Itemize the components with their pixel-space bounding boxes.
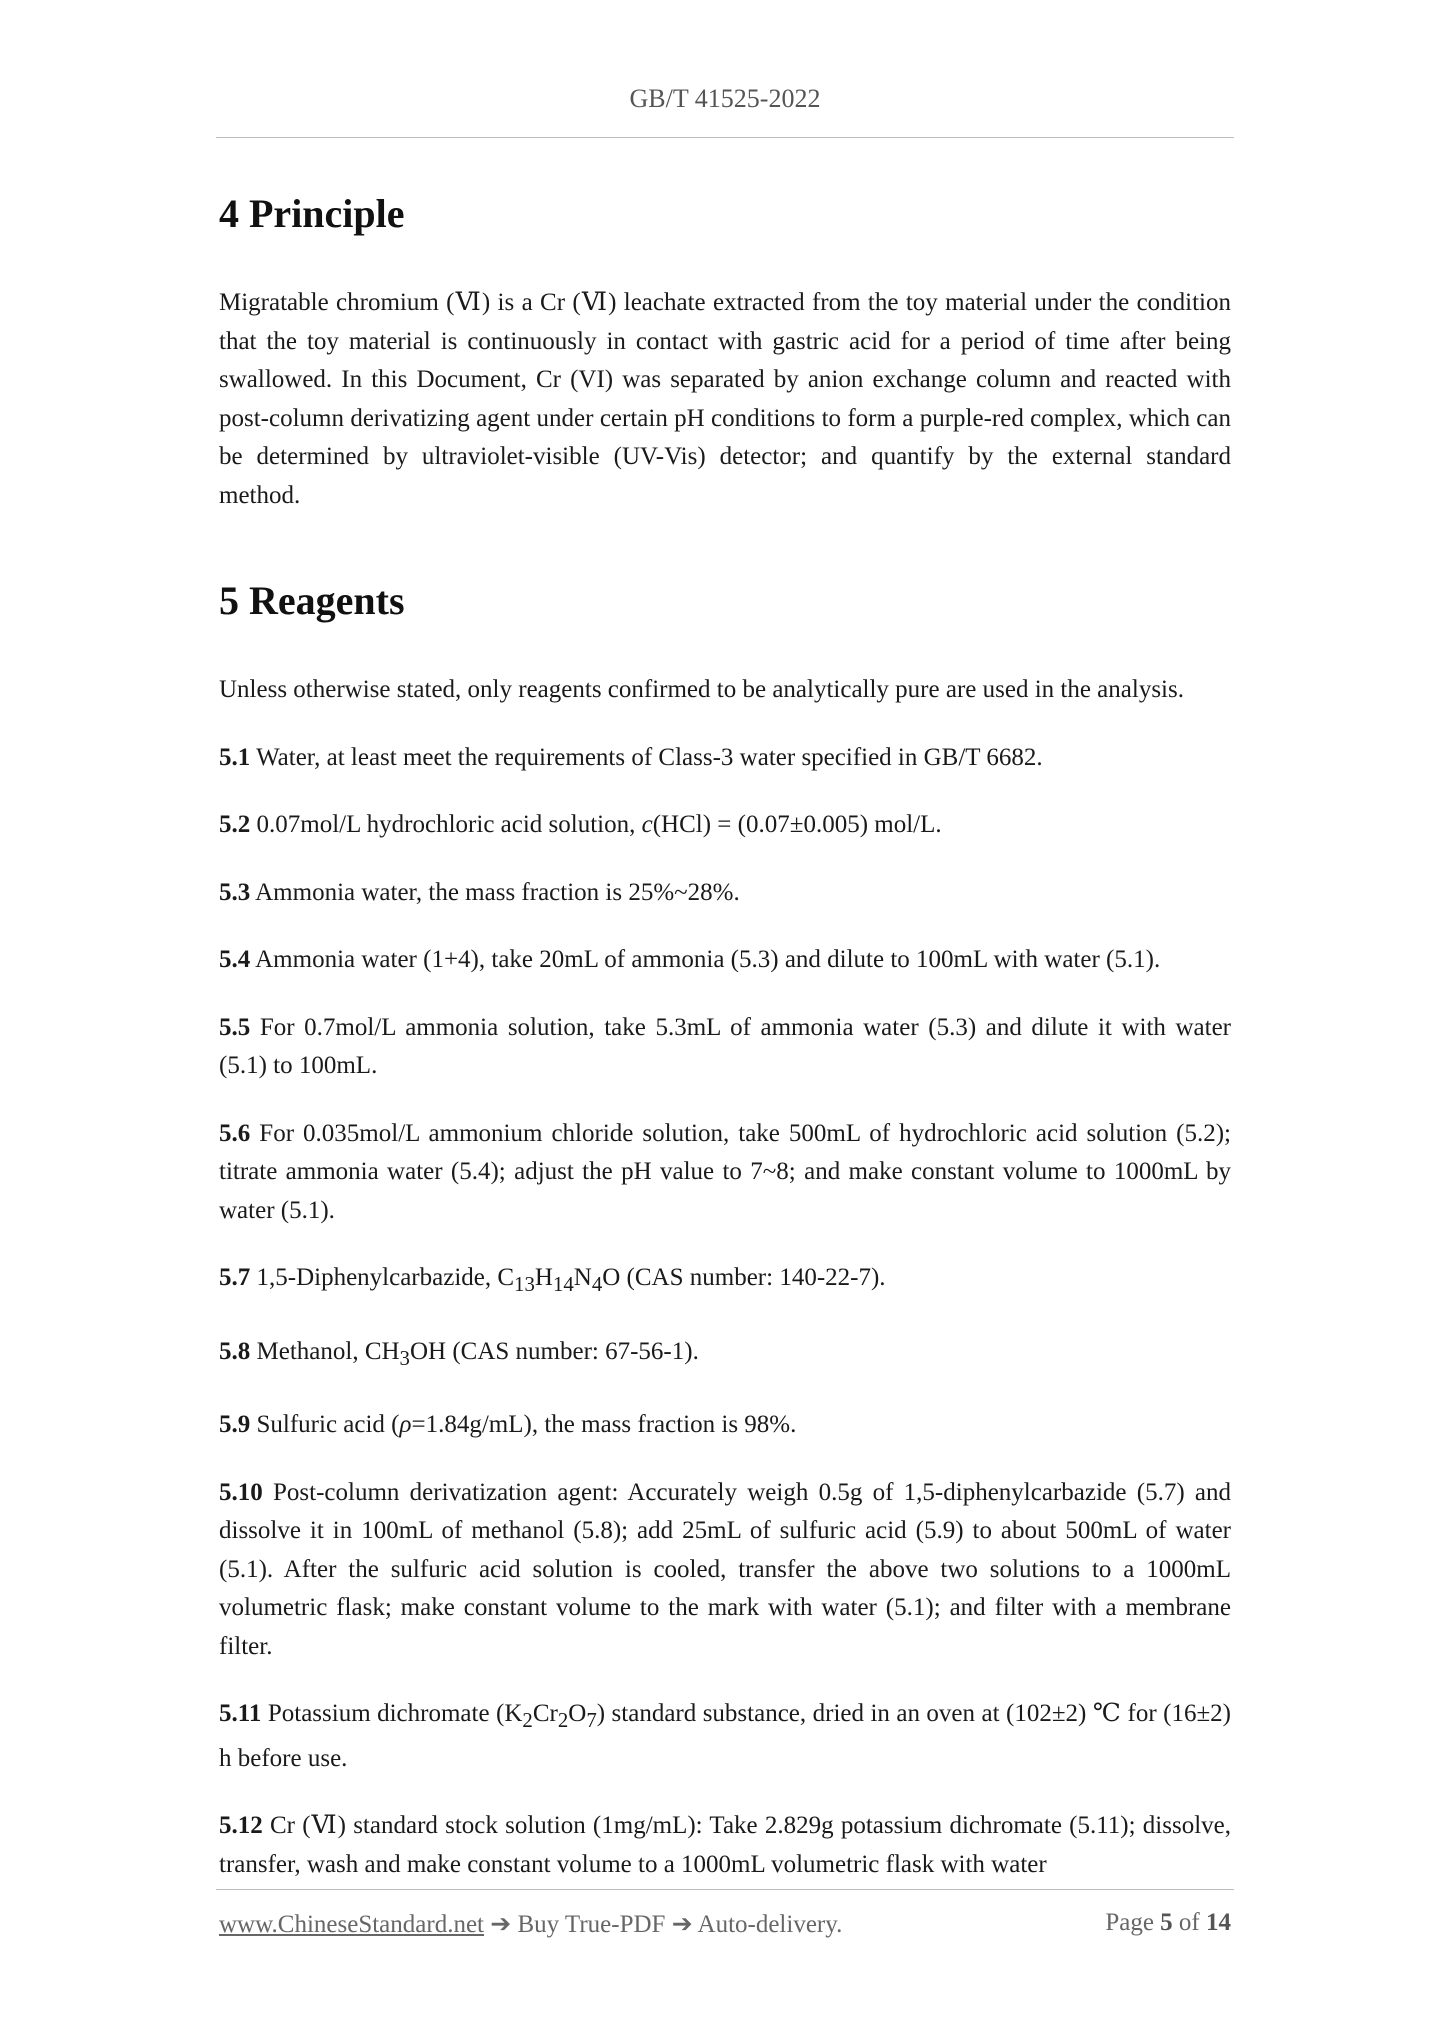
reagent-item-5-8: 5.8 Methanol, $CH_3OH$ (CAS number: 67-56-1). bbox=[219, 1337, 699, 1370]
reagent-item-5-3: 5.3 Ammonia water, the mass fraction is 25%~28%. bbox=[219, 878, 740, 906]
reagent-item-5-10: 5.10 Post-column derivatization agent: Accurately weigh 0.5g of 1,5-diphenylcarbazide (5.7) and dissolve it in 100mL of methanol (5.8); add 25mL of sulfuric acid (5.9) to about 500mL of water (5.1). After the sulfuric acid solution is cooled, transfer the above two solutions to a 1000mL volumetric flask; make constant volume to the mark with water (5.1); and filter with a membrane filter. bbox=[219, 1478, 1231, 1660]
clause-number: 5.10 bbox=[219, 1478, 263, 1506]
page-content bbox=[219, 190, 1231, 1884]
page-footer bbox=[219, 1909, 1231, 1939]
reagent-item-5-6: 5.6 For 0.035mol/L ammonium chloride solution, take 500mL of hydrochloric acid solution (5.2); titrate ammonia water (5.4); adjust the pH value to 7~8; and make constant volume to 1000mL by water (5.1). bbox=[219, 1119, 1232, 1224]
clause-number: 5.8 bbox=[219, 1337, 251, 1365]
reagent-item-5-1: 5.1 Water, at least meet the requirements of Class-3 water specified in GB/T 6682. bbox=[219, 743, 1043, 771]
section-title-reagents: 5 Reagents bbox=[219, 578, 405, 623]
page-number: Page 5 of 14 bbox=[1105, 1909, 1231, 1936]
header-divider bbox=[216, 137, 1234, 138]
reagent-item-5-4: 5.4 Ammonia water (1+4), take 20mL of ammonia (5.3) and dilute to 100mL with water (5.1). bbox=[219, 946, 1161, 973]
reagent-item-5-7: 5.7 1,5-Diphenylcarbazide, $C_{13}H_{14}N_4O$ (CAS number: 140-22-7). bbox=[219, 1264, 886, 1296]
footer-divider bbox=[216, 1889, 1234, 1890]
arrow-right-icon: ➔ bbox=[490, 1911, 512, 1938]
auto-delivery-text: Auto-delivery. bbox=[697, 1911, 843, 1938]
clause-number: 5.7 bbox=[219, 1264, 251, 1291]
current-page: 5 bbox=[1160, 1909, 1173, 1936]
buy-true-pdf-text: Buy True-PDF bbox=[517, 1911, 666, 1938]
total-pages: 14 bbox=[1206, 1909, 1231, 1936]
clause-number: 5.4 bbox=[219, 946, 251, 973]
clause-number: 5.2 bbox=[219, 811, 251, 838]
reagent-item-5-2: 5.2 0.07mol/L hydrochloric acid solution, c(HCl) = (0.07±0.005) mol/L. bbox=[219, 811, 942, 838]
site-link[interactable]: www.ChineseStandard.net bbox=[219, 1911, 484, 1938]
reagent-item-5-5: 5.5 For 0.7mol/L ammonia solution, take 5.3mL of ammonia water (5.3) and dilute it with water (5.1) to 100mL. bbox=[219, 1013, 1231, 1079]
clause-number: 5.12 bbox=[219, 1812, 263, 1839]
section-title-principle: 4 Principle bbox=[219, 191, 405, 236]
principle-paragraph: Migratable chromium (Ⅵ) is a Cr (Ⅵ) leachate extracted from the toy material under the condition that the toy material is continuously in contact with gastric acid for a period of time after being swallowed. In this Document, Cr (VI) was separated by anion exchange column and reacted with post-column derivatizing agent under certain pH conditions to form a purple-red complex, which can be determined by ultraviolet-visible (UV-Vis) detector; and quantify by the external standard method. bbox=[219, 289, 1231, 509]
reagent-item-5-12: 5.12 Cr (Ⅵ) standard stock solution (1mg/mL): Take 2.829g potassium dichromate (5.11); dissolve, transfer, wash and make constant volume to a 1000mL volumetric flask with water bbox=[219, 1812, 1231, 1878]
reagents-intro: Unless otherwise stated, only reagents confirmed to be analytically pure are used in the analysis. bbox=[219, 676, 1184, 703]
arrow-right-icon: ➔ bbox=[671, 1911, 693, 1938]
clause-number: 5.11 bbox=[219, 1700, 262, 1727]
reagent-item-5-11: 5.11 Potassium dichromate $(K_2Cr_2O_7)$ standard substance, dried in an oven at (102±2) ℃ for (16±2) h before use. bbox=[219, 1700, 1231, 1772]
variable-c: c bbox=[641, 811, 653, 838]
clause-number: 5.5 bbox=[219, 1013, 251, 1041]
clause-number: 5.3 bbox=[219, 878, 251, 906]
clause-number: 5.6 bbox=[219, 1119, 251, 1147]
document-code-header: GB/T 41525-2022 bbox=[629, 84, 821, 113]
variable-rho: ρ bbox=[399, 1411, 412, 1438]
clause-number: 5.1 bbox=[219, 743, 251, 771]
reagent-item-5-9: 5.9 Sulfuric acid (ρ=1.84g/mL), the mass fraction is 98%. bbox=[219, 1411, 797, 1438]
clause-number: 5.9 bbox=[219, 1411, 251, 1438]
